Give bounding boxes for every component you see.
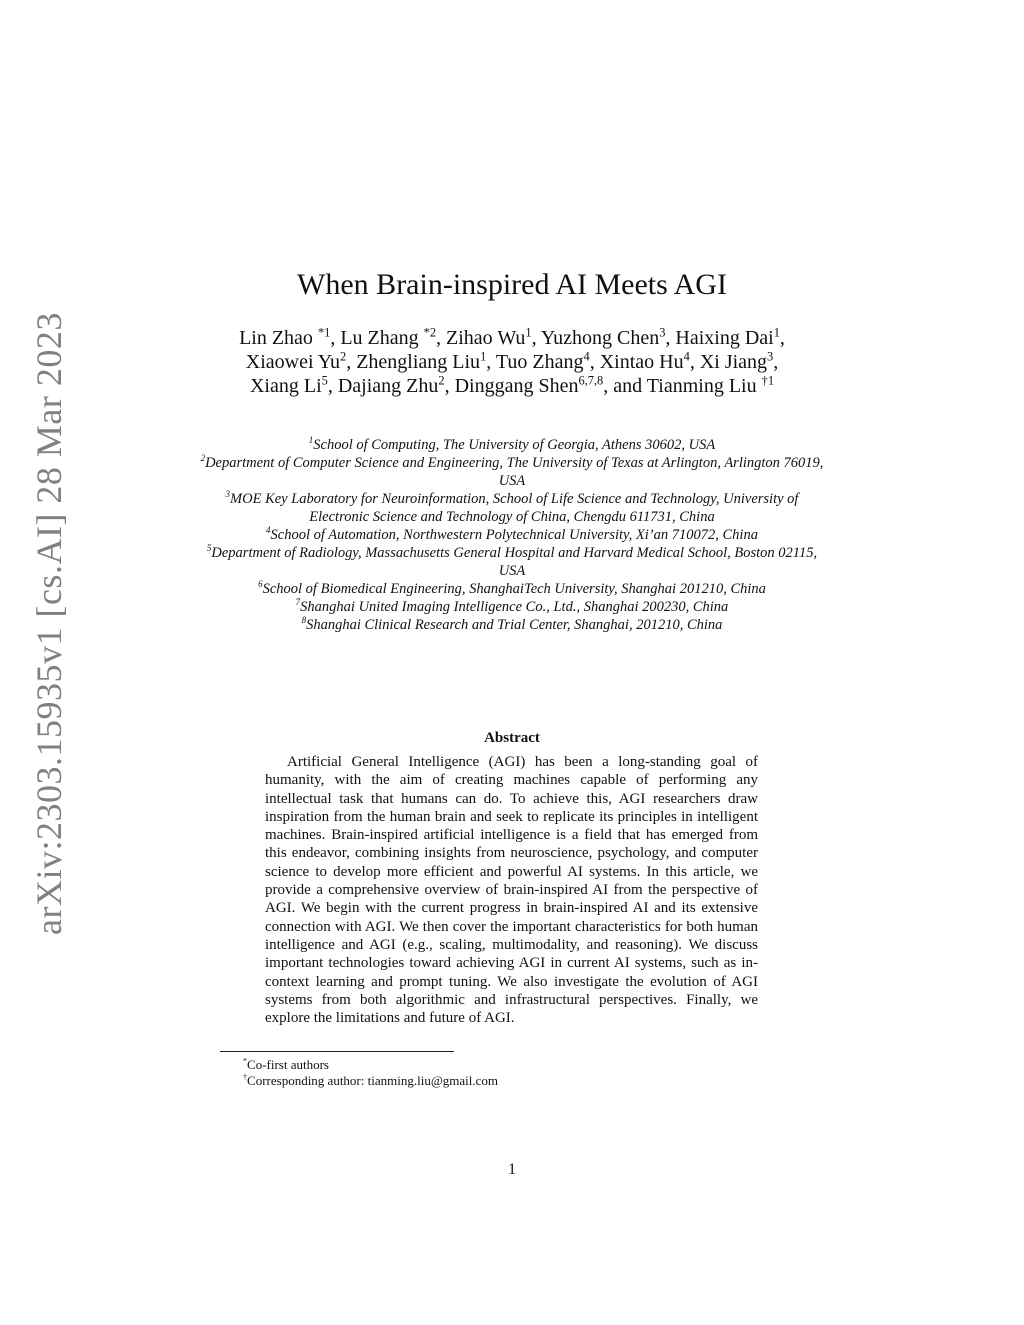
author-affiliation-mark: 1 (525, 325, 532, 340)
footnotes (243, 1057, 763, 1089)
author-affiliation-mark: 3 (659, 325, 666, 340)
author-affiliation-mark: 2 (438, 373, 445, 388)
affiliation-number: 7 (295, 597, 301, 608)
affiliation-text: School of Biomedical Engineering, ShanghaiTech University, Shanghai 201210, China (262, 581, 766, 597)
author-affiliation-mark: †1 (761, 373, 775, 388)
author-name: Xiang Li (249, 375, 322, 397)
author-affiliation-mark: *2 (423, 325, 437, 340)
affiliation-number: 5 (206, 543, 212, 554)
author (541, 327, 666, 349)
author-name: Tuo Zhang (495, 351, 584, 373)
affiliation-text: Department of Radiology, Massachusetts General Hospital and Harvard Medical School, Boston 02115, USA (211, 545, 818, 579)
affiliation-number: 4 (266, 525, 271, 536)
author-name: Zhengliang Liu (356, 351, 481, 373)
author (239, 327, 330, 349)
author-affiliation-mark: 1 (480, 349, 487, 364)
author (446, 327, 532, 349)
affiliation (200, 598, 824, 616)
author (246, 351, 346, 373)
abstract-heading: Abstract (484, 730, 540, 746)
affiliation (200, 454, 824, 490)
affiliation-number: 1 (308, 435, 314, 446)
affiliation-number: 3 (225, 489, 231, 500)
affiliation (200, 490, 824, 526)
affiliation-number: 2 (200, 453, 206, 464)
affiliation-text: School of Automation, Northwestern Polytechnical University, Xi’an 710072, China (270, 527, 758, 543)
footnote-rule (220, 1051, 454, 1052)
author-name: Yuzhong Chen (540, 327, 660, 349)
author (600, 351, 690, 373)
author-list: Lin Zhao $^{*1}$, Lu Zhang $^{*2}$, Zihao Wu$^1$, Yuzhong Chen$^3$, Haixing Dai$^1$, Xiaowei Yu$^2$, Zhengliang Liu$^1$, Tuo Zhang$^4$, Xintao Hu$^4$, Xi Jiang$^3$, Xiang Li$^5$, Dajiang Zhu$^2$, Dinggang Shen$^{6,7,8}$, and Tianming Liu $^{\dagger 1}$ (239, 325, 785, 397)
author-name: Xintao Hu (599, 351, 684, 373)
author (700, 351, 773, 373)
affiliation-text: School of Computing, The University of Georgia, Athens 30602, USA (313, 437, 716, 453)
affiliation (200, 616, 824, 634)
abstract-text: Artificial General Intelligence (AGI) has been a long-standing goal of humanity, with the aim of creating machines capable of performing any intellectual task that humans can do. To achieve this, AGI researchers draw inspiration from the human brain and seek to replicate its principles in intelligent machines. Brain-inspired artificial intelligence is a field that has emerged from this endeavor, combining insights from neuroscience, psychology, and computer science to develop more efficient and powerful AI systems. In this article, we provide a comprehensive overview of brain-inspired AI from the perspective of AGI. We begin with the current progress in brain-inspired AI and its extensive connection with AGI. We then cover the important characteristics for both human intelligence and AGI (e.g., scaling, multimodality, and reasoning). We discuss important technologies toward achieving AGI in current AI systems, such as in-context learning and prompt tuning. We also investigate the evolution of AGI systems from both algorithmic and infrastructural perspectives. Finally, we explore the limitations and future of AGI. (265, 754, 758, 1027)
author (356, 351, 486, 373)
author-name: Xi Jiang (699, 351, 768, 373)
affiliation-text: Shanghai Clinical Research and Trial Center, Shanghai, 201210, China (306, 617, 723, 633)
affiliation (200, 436, 824, 454)
affiliation-text: Department of Computer Science and Engineering, The University of Texas at Arlington, Arlington 76019, USA (205, 455, 824, 489)
author-name: Dajiang Zhu (337, 375, 439, 397)
author-affiliation-mark: 6,7,8 (578, 373, 604, 388)
author-joiner: and (613, 375, 643, 397)
footnote (243, 1057, 763, 1073)
author-affiliation-mark: 3 (767, 349, 774, 364)
author-name: Dinggang Shen (454, 375, 579, 397)
affiliation (200, 526, 824, 544)
affiliation-text: Shanghai United Imaging Intelligence Co., Ltd., Shanghai 200230, China (300, 599, 729, 615)
author-affiliation-mark: 2 (340, 349, 347, 364)
affiliation-text: MOE Key Laboratory for Neuroinformation, School of Life Science and Technology, University of Electronic Science and Technology of China, Chengdu 611731, China (230, 491, 799, 525)
author-name: Lu Zhang (340, 327, 419, 349)
author-affiliation-mark: 1 (773, 325, 780, 340)
footnote-mark: * (243, 1056, 248, 1066)
affiliation (200, 580, 824, 598)
author (250, 375, 328, 397)
author (675, 327, 780, 349)
arxiv-side-stamp: arXiv:2303.15935v1 [cs.AI] 28 Mar 2023 (29, 312, 69, 935)
page-number: 1 (508, 1161, 516, 1178)
paper-title: When Brain-inspired AI Meets AGI (297, 268, 727, 301)
author-affiliation-mark: 4 (583, 349, 590, 364)
author-affiliation-mark: 4 (683, 349, 690, 364)
author (340, 327, 436, 349)
author-affiliation-mark: 5 (321, 373, 328, 388)
author (647, 375, 774, 397)
author-name: Haixing Dai (675, 327, 774, 349)
author-name: Xiaowei Yu (245, 351, 340, 373)
affiliation-number: 8 (301, 615, 307, 626)
author (496, 351, 590, 373)
footnote-text: Co-first authors (247, 1057, 329, 1072)
author (455, 375, 604, 397)
author-affiliation-mark: *1 (317, 325, 331, 340)
affiliation-list (200, 436, 824, 634)
author-name: Zihao Wu (446, 327, 526, 349)
author-name: Lin Zhao (239, 327, 313, 349)
affiliation (200, 544, 824, 580)
affiliation-number: 6 (258, 579, 263, 590)
footnote (243, 1073, 763, 1089)
footnote-mark: † (243, 1072, 248, 1082)
author-name: Tianming Liu (646, 375, 757, 397)
author (338, 375, 445, 397)
footnote-text: Corresponding author: tianming.liu@gmail.com (247, 1073, 499, 1088)
